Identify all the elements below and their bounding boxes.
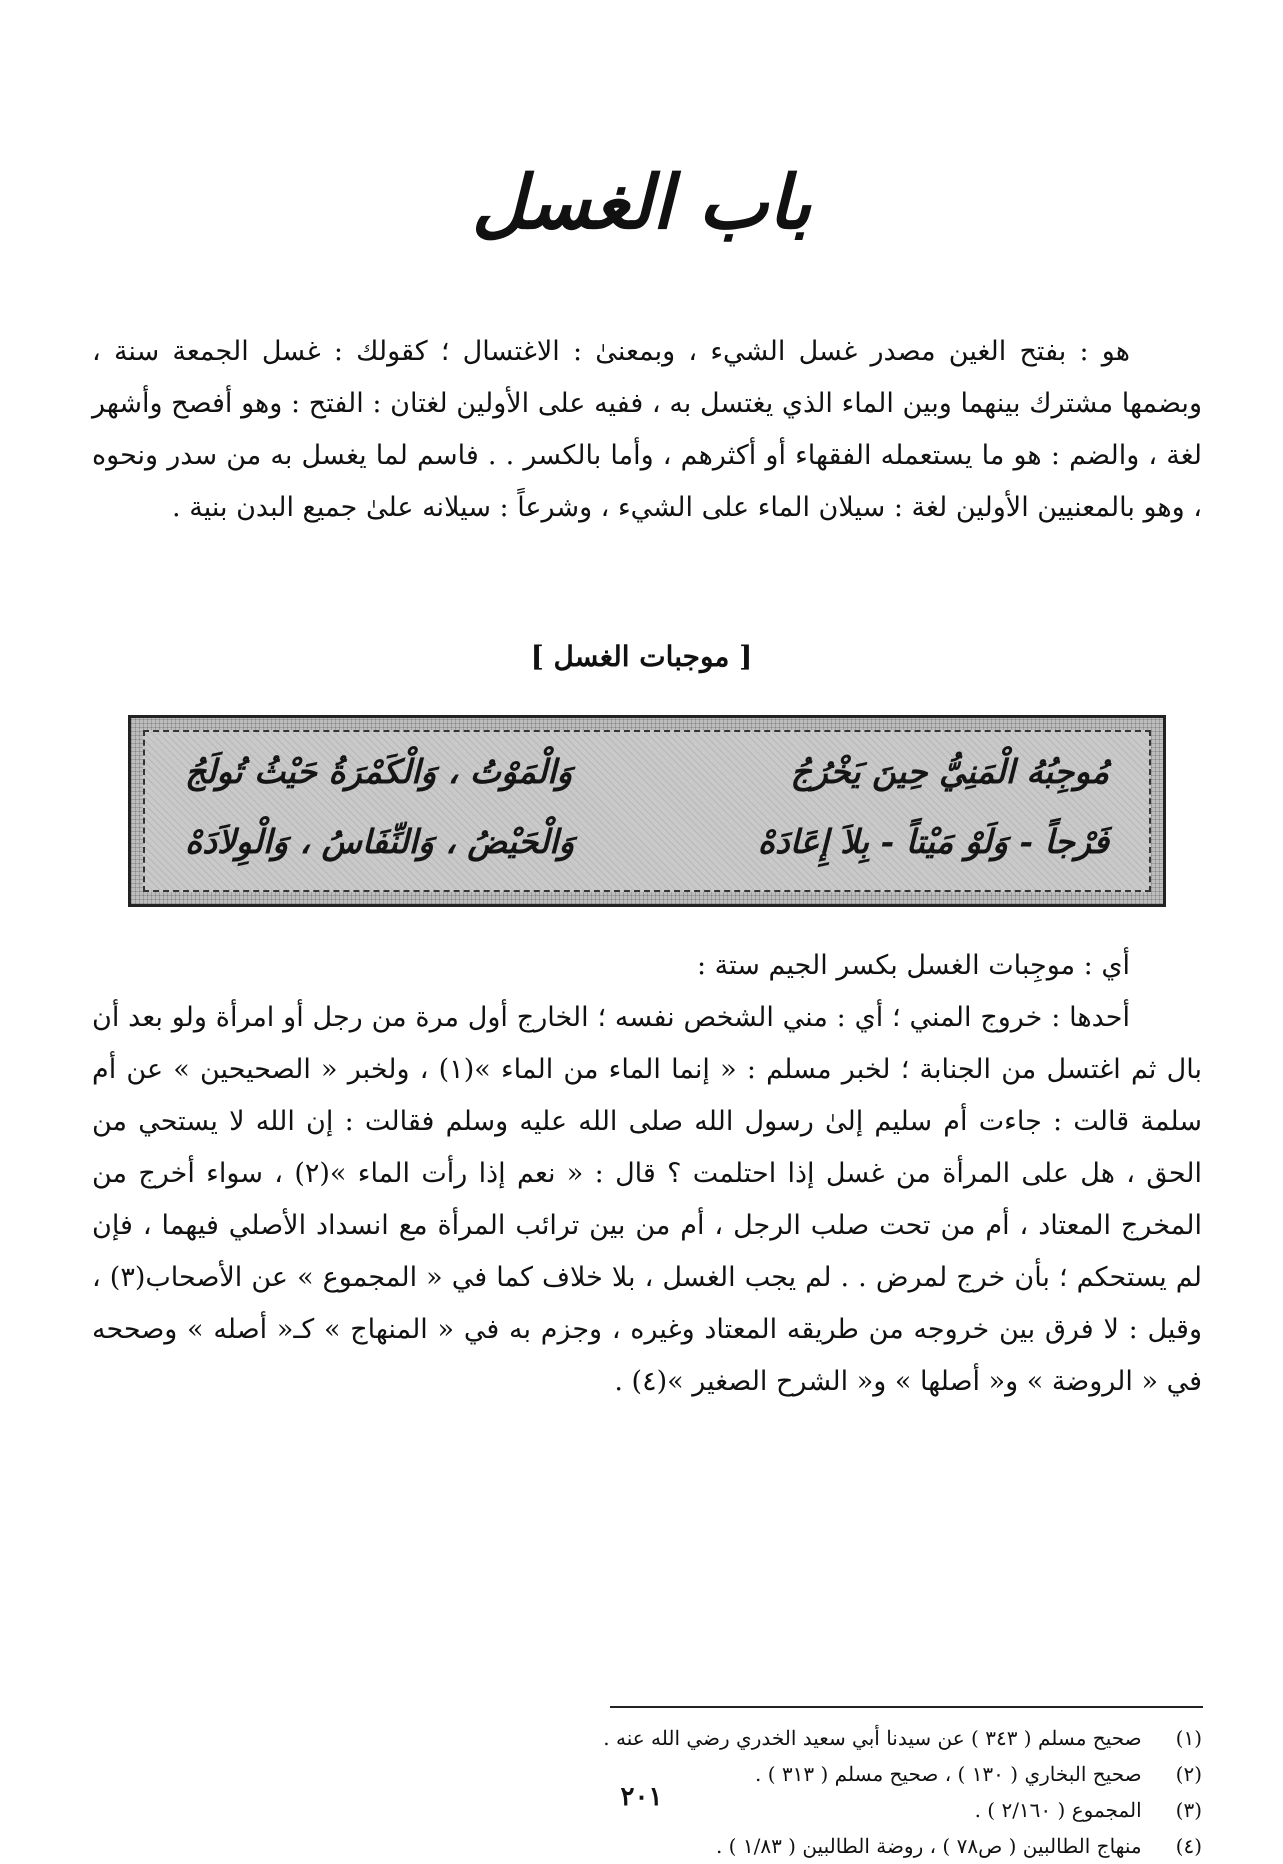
- intro-text: هو : بفتح الغين مصدر غسل الشيء ، وبمعنىٰ : الاغتسال ؛ كقولك : غسل الجمعة سنة ، وبضمها مشترك بينهما وبين الماء الذي يغتسل به ، ففيه على الأولين لغتان : الفتح : وهو أفصح وأشهر لغة ، والضم : هو ما يستعمله الفقهاء أو أكثرهم ، وأما بالكسر . . فاسم لما يغسل به من سدر ونحوه ، وهو بالمعنيين الأولين لغة : سيلان الماء على الشيء ، وشرعاً : سيلانه علىٰ جميع البدن بنية .: [92, 336, 1202, 523]
- footnote-text: صحيح البخاري ( ١٣٠ ) ، صحيح مسلم ( ٣١٣ ) .: [755, 1762, 1142, 1786]
- footnote-item: [92, 1828, 1202, 1864]
- body-text: [92, 940, 1202, 1408]
- poem-box: [128, 715, 1166, 907]
- verse-1-first-hemistich: مُوجِبُهُ الْمَنِيُّ حِينَ يَخْرُجُ: [790, 752, 1109, 791]
- body-paragraph-1: أي : موجِبات الغسل بكسر الجيم ستة :: [696, 950, 1130, 981]
- section-heading: [ موجبات الغسل ]: [530, 640, 753, 673]
- footnote-number: (٤): [1175, 1834, 1202, 1858]
- footnote-divider: [610, 1706, 1203, 1708]
- intro-paragraph: [92, 326, 1202, 534]
- footnote-item: [92, 1720, 1202, 1756]
- page-number: ٢٠١: [620, 1782, 663, 1812]
- verse-1: [185, 752, 1109, 808]
- footnote-text: منهاج الطالبين ( ص٧٨ ) ، روضة الطالبين ( ١/٨٣ ) .: [715, 1834, 1142, 1858]
- poem-inner-border: [143, 730, 1151, 892]
- footnote-number: (٣): [1175, 1798, 1202, 1822]
- chapter-title: باب الغسل: [471, 160, 812, 246]
- verse-1-second-hemistich: وَالْمَوْتُ ، وَالْكَمْرَةُ حَيْثُ تُولَجُ: [185, 752, 573, 791]
- verse-2: [185, 822, 1109, 878]
- footnote-text: صحيح مسلم ( ٣٤٣ ) عن سيدنا أبي سعيد الخدري رضي الله عنه .: [603, 1726, 1142, 1750]
- body-paragraph-2: أحدها : خروج المني ؛ أي : مني الشخص نفسه ؛ الخارج أول مرة من رجل أو امرأة ولو بعد أن بال ثم اغتسل من الجنابة ؛ لخبر مسلم : « إنما الماء من الماء »(١) ، ولخبر « الصحيحين » عن أم سلمة قالت : جاءت أم سليم إلىٰ رسول الله صلى الله عليه وسلم فقالت : إن الله لا يستحي من الحق ، هل على المرأة من غسل إذا احتلمت ؟ قال : « نعم إذا رأت الماء »(٢) ، سواء أخرج من المخرج المعتاد ، أم من تحت صلب الرجل ، أم من بين ترائب المرأة مع انسداد الأصلي فيهما ، فإن لم يستحكم ؛ بأن خرج لمرض . . لم يجب الغسل ، بلا خلاف كما في « المجموع » عن الأصحاب(٣) ، وقيل : لا فرق بين خروجه من طريقه المعتاد وغيره ، وجزم به في « المنهاج » كـ« أصله » وصححه في « الروضة » و« أصلها » و« الشرح الصغير »(٤) .: [92, 1002, 1202, 1397]
- footnote-number: (١): [1175, 1726, 1202, 1750]
- verse-2-first-hemistich: فَرْجاً - وَلَوْ مَيْتاً - بِلاَ إِعَادَهْ: [757, 822, 1109, 861]
- footnote-text: المجموع ( ٢/١٦٠ ) .: [974, 1798, 1142, 1822]
- footnote-number: (٢): [1175, 1762, 1202, 1786]
- verse-2-second-hemistich: وَالْحَيْضُ ، وَالنِّفَاسُ ، وَالْوِلاَدَهْ: [185, 822, 575, 861]
